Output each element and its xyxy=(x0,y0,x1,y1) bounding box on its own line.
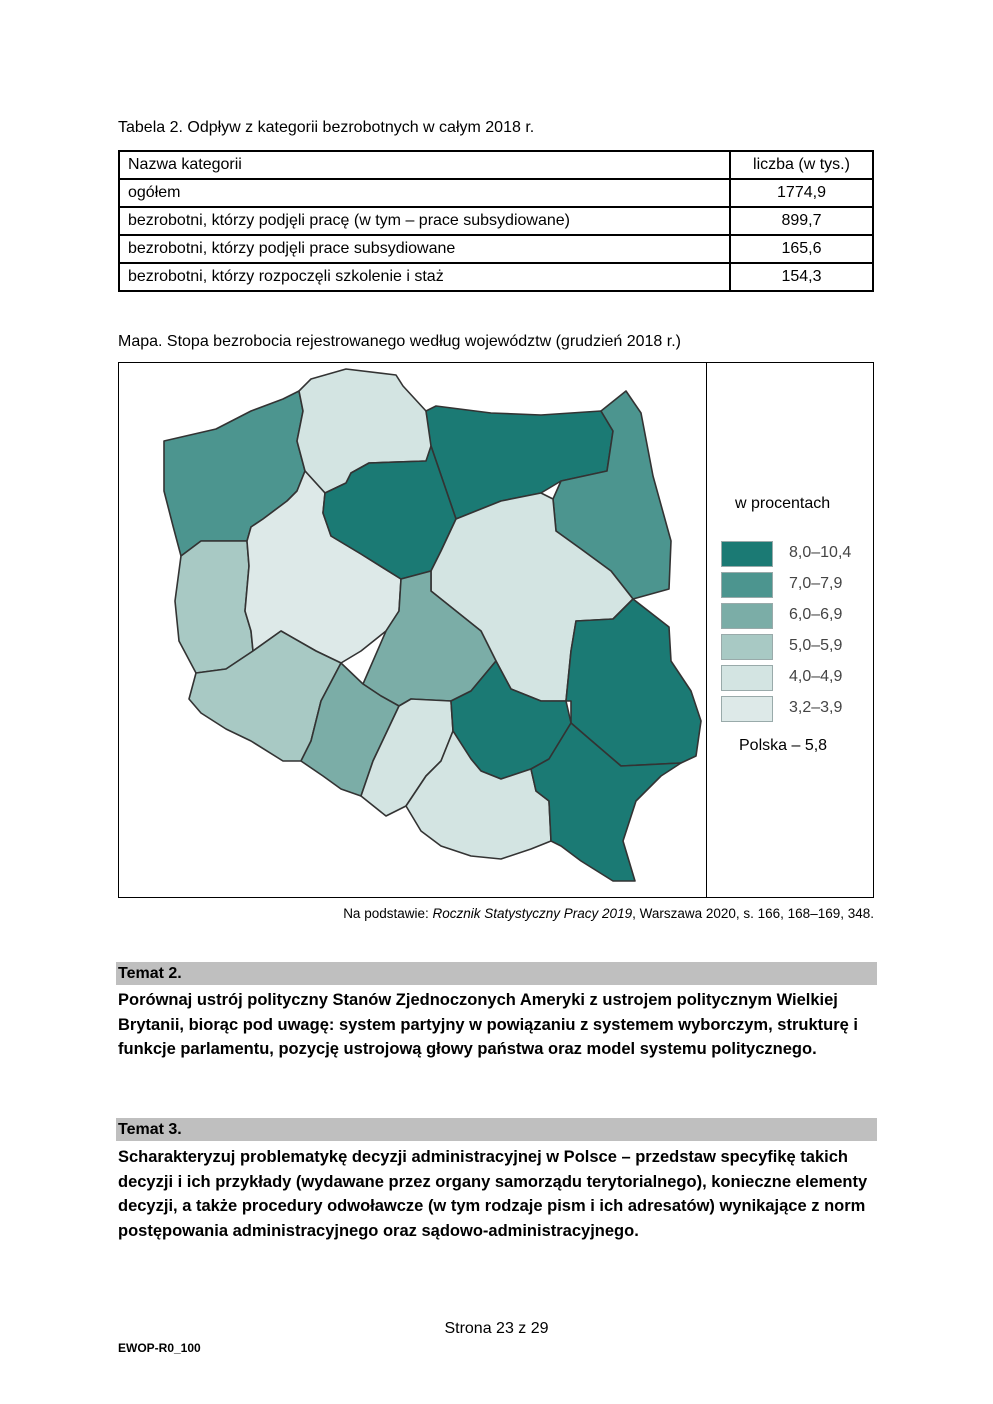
topic-heading: Temat 2. xyxy=(116,962,877,985)
table-cell-category: bezrobotni, którzy podjęli pracę (w tym – prace subsydiowane) xyxy=(119,207,730,235)
table-cell-count: 154,3 xyxy=(730,263,873,291)
legend-title: w procentach xyxy=(735,495,831,512)
legend-label: 7,0–7,9 xyxy=(789,575,843,592)
legend-swatch xyxy=(721,572,773,598)
document-code: EWOP-R0_100 xyxy=(118,1341,201,1355)
outflow-table xyxy=(118,150,874,292)
country-total: Polska – 5,8 xyxy=(739,737,828,754)
source-title: Rocznik Statystyczny Pracy 2019 xyxy=(432,906,633,921)
table-cell-category: bezrobotni, którzy podjęli prace subsydiowane xyxy=(119,235,730,263)
source-prefix: Na podstawie: xyxy=(343,906,433,921)
table-cell-count: 165,6 xyxy=(730,235,873,263)
table-cell-category: bezrobotni, którzy rozpoczęli szkolenie i staż xyxy=(119,263,730,291)
map-divider xyxy=(706,363,707,897)
legend-swatch xyxy=(721,665,773,691)
source-note xyxy=(343,906,874,921)
table-header-row xyxy=(119,151,873,179)
legend-label: 6,0–6,9 xyxy=(789,606,843,623)
topic-text: Scharakteryzuj problematykę decyzji administracyjnej w Polsce – przedstaw specyfikę takich decyzji i ich przykłady (wydawane przez organy samorządu terytorialnego), konieczne elementy decyzji, a także procedury odwoławcze (w tym rodzaje pism i ich adresatów) wynikające z norm postępowania administracyjnego oraz sądowo-administracyjnego. xyxy=(118,1148,868,1240)
region-lubuskie xyxy=(175,541,253,673)
legend-label: 4,0–4,9 xyxy=(789,668,843,685)
source-suffix: , Warszawa 2020, s. 166, 168–169, 348. xyxy=(632,906,874,921)
legend-label: 3,2–3,9 xyxy=(789,699,843,716)
table-row xyxy=(119,263,873,291)
table-cell-category: ogółem xyxy=(119,179,730,207)
legend-swatch xyxy=(721,541,773,567)
table-cell-count: 899,7 xyxy=(730,207,873,235)
legend-swatch xyxy=(721,696,773,722)
legend-swatch xyxy=(721,603,773,629)
legend-label: 8,0–10,4 xyxy=(789,544,852,561)
map-frame xyxy=(118,362,874,898)
topic-text: Porównaj ustrój polityczny Stanów Zjednoczonych Ameryki z ustrojem politycznym Wielkiej Brytanii, biorąc pod uwagę: system partyjny w powiązaniu z systemem wyborczym, strukturę i funkcje parlamentu, pozycję ustrojową głowy państwa oraz model systemu politycznego. xyxy=(118,991,858,1059)
table-row xyxy=(119,207,873,235)
legend-swatch xyxy=(721,634,773,660)
table-caption: Tabela 2. Odpływ z kategorii bezrobotnych w całym 2018 r. xyxy=(118,119,535,136)
table-row xyxy=(119,179,873,207)
table-cell-count: 1774,9 xyxy=(730,179,873,207)
map-caption: Mapa. Stopa bezrobocia rejestrowanego według województw (grudzień 2018 r.) xyxy=(118,333,681,350)
table-row xyxy=(119,235,873,263)
legend-label: 5,0–5,9 xyxy=(789,637,843,654)
poland-map xyxy=(119,363,706,897)
page-number: Strona 23 z 29 xyxy=(444,1320,549,1337)
column-header-category: Nazwa kategorii xyxy=(119,151,730,179)
column-header-count: liczba (w tys.) xyxy=(730,151,873,179)
topic-heading: Temat 3. xyxy=(116,1118,877,1141)
